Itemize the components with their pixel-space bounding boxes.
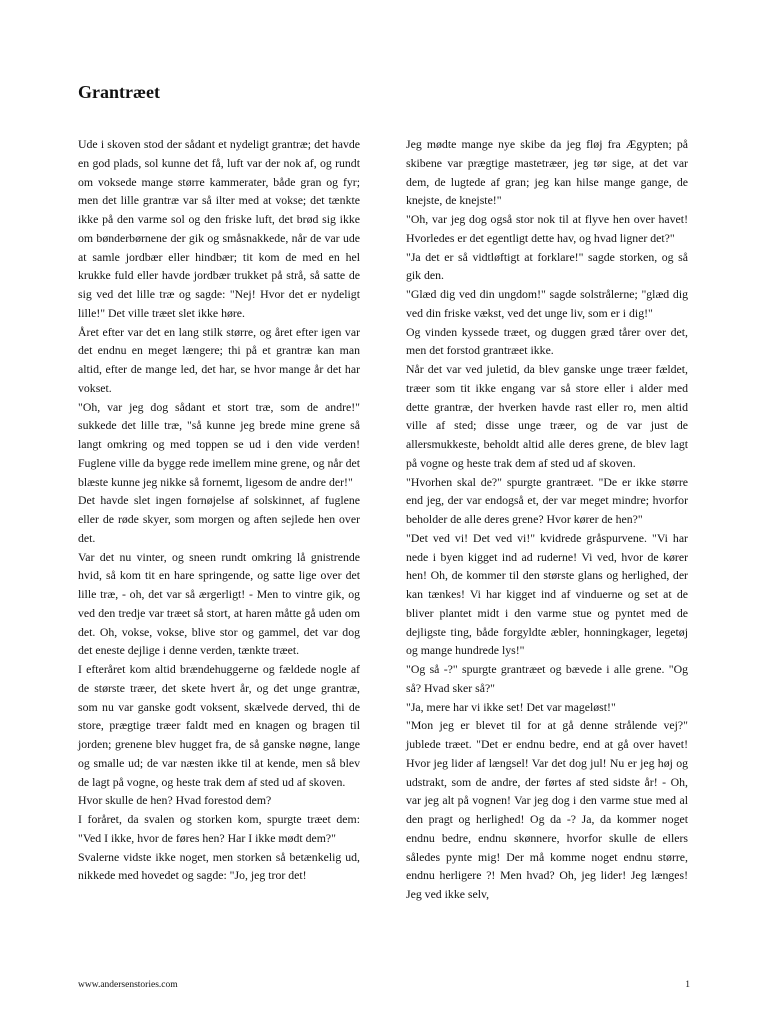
paragraph: "Glæd dig ved din ungdom!" sagde solstrålerne; "glæd dig ved din friske vækst, ved det unge liv, som er i dig!"	[406, 287, 688, 320]
paragraph: "Ja det er så vidtløftigt at forklare!" sagde storken, og så gik den.	[406, 249, 688, 283]
paragraph: "Hvorhen skal de?" spurgte grantræet. "De er ikke større end jeg, der var endogså et, der var meget mindre; hvorfor beholder de alle deres grene? Hvor kører de hen?"	[406, 474, 688, 526]
document-title: Grantræet	[78, 82, 160, 102]
page-number: 1	[685, 980, 690, 990]
paragraph: "Og så -?" spurgte grantræet og bævede i alle grene. "Og så? Hvad sker så?"	[406, 662, 688, 695]
paragraph: Året efter var det en lang stilk større, og året efter igen var det endnu en meget længere; thi på et grantræ kan man altid, efter de mange led, det har, se hvor mange år det har vokset.	[78, 324, 360, 395]
paragraph: Jeg mødte mange nye skibe da jeg fløj fra Ægypten; på skibene var prægtige mastetræer, jeg tør sige, at det var dem, de lugtede af gran; jeg kan hilse mange gange, de knejste, de knejste!"	[406, 137, 688, 208]
paragraph: I efteråret kom altid brændehuggerne og fældede nogle af de største træer, det skete hvert år, og det unge grantræ, som nu var ganske godt voksent, skælvede derved, thi de store, prægtige træer faldt med en knagen og bragen til jorden; grenene blev hugget fra, de så ganske nøgne, lange og smalle ud; de var næsten ikke til at kende, men så blev de lagt på vogne, og heste trak dem af sted ud af skoven.	[78, 662, 360, 789]
paragraph: "Det ved vi! Det ved vi!" kvidrede gråspurvene. "Vi har nede i byen kigget ind ad ruderne! Vi ved, hvor de kører hen! Oh, de kommer til den største glans og herlighed, der kan tænkes! Vi har kigget ind af vinduerne og set at de bliver plantet midt i den varme stue og pyntet med de dejligste ting, både forgyldte æbler, honningkager, legetøj og mange hundrede lys!"	[406, 530, 688, 658]
paragraph: "Mon jeg er blevet til for at gå denne strålende vej?" jublede træet. "Det er endnu bedre, end at gå over havet! Hvor jeg lider af længsel! Var det dog jul! Nu er jeg høj og udstrakt, som de andre, der førtes af sted sidste år! - Oh, var jeg alt på vognen! Var jeg dog i den varme stue med al den pragt og herlighed! Og da -? Ja, da kommer noget endnu bedre, endnu skønnere, hvorfor skulle de ellers således pynte mig! Der må komme noget endnu større, endnu herligere ?! Men hvad? Oh, jeg lider! Jeg længes! Jeg ved ikke selv,	[406, 718, 688, 901]
paragraph: Ude i skoven stod der sådant et nydeligt grantræ; det havde en god plads, sol kunne det få, luft var der nok af, og rundt om voksede mange større kammerater, både gran og fyr; men det lille grantræ var så ilter med at vokse; det tænkte ikke på den varme sol og den friske luft, det brød sig ikke om bønderbørnene der gik og småsnakkede, når de var ude at samle jordbær eller hindbær; tit kom de med en hel krukke fuld eller havde jordbær trukket på strå, så satte de sig ved det lille træ og sagde: "Nej! Hvor det er nydeligt lille!" Det ville træet slet ikke høre.	[78, 137, 360, 320]
paragraph: "Oh, var jeg dog også stor nok til at flyve hen over havet! Hvorledes er det egentligt dette hav, og hvad ligner det?"	[406, 212, 688, 245]
paragraph: Svalerne vidste ikke noget, men storken så betænkelig ud, nikkede med hovedet og sagde: "Jo, jeg tror det!	[78, 849, 360, 883]
paragraph: "Ja, mere har vi ikke set! Det var mageløst!"	[406, 699, 616, 714]
paragraph: Og vinden kyssede træet, og duggen græd tårer over det, men det forstod grantræet ikke.	[406, 324, 688, 358]
paragraph: Når det var ved juletid, da blev ganske unge træer fældet, træer som tit ikke engang var så store eller i alder med dette grantræ, der hverken havde rast eller ro, men altid ville af sted; disse unge træer, og de var just de allersmukkeste, beholdt altid alle deres grene, de blev lagt på vogne og heste trak dem af sted ud af skoven.	[406, 362, 688, 470]
paragraph: Hvor skulle de hen? Hvad forestod dem?	[78, 793, 272, 808]
paragraph: Det havde slet ingen fornøjelse af solskinnet, af fuglene eller de røde skyer, som morgen og aften sejlede hen over det.	[78, 493, 360, 545]
paragraph: "Oh, var jeg dog sådant et stort træ, som de andre!" sukkede det lille træ, "så kunne jeg brede mine grene så langt omkring og med toppen se ud i den vide verden! Fuglene ville da bygge rede imellem mine grene, og når det blæste kunne jeg nikke så fornemt, ligesom de andre der!"	[78, 399, 360, 489]
left-text-column	[78, 135, 360, 885]
paragraph: I foråret, da svalen og storken kom, spurgte træet dem: "Ved I ikke, hvor de føres hen? Har I ikke mødt dem?"	[78, 812, 360, 845]
footer-url: www.andersenstories.com	[78, 980, 178, 990]
right-text-column	[406, 135, 688, 904]
paragraph: Var det nu vinter, og sneen rundt omkring lå gnistrende hvid, så kom tit en hare springende, og satte lige over det lille træ, - oh, det var så ærgerligt! - Men to vintre gik, og ved den tredje var træet så stort, at haren måtte gå uden om det. Oh, vokse, vokse, blive stor og gammel, det var dog det eneste dejlige i denne verden, tænkte træet.	[78, 549, 360, 658]
